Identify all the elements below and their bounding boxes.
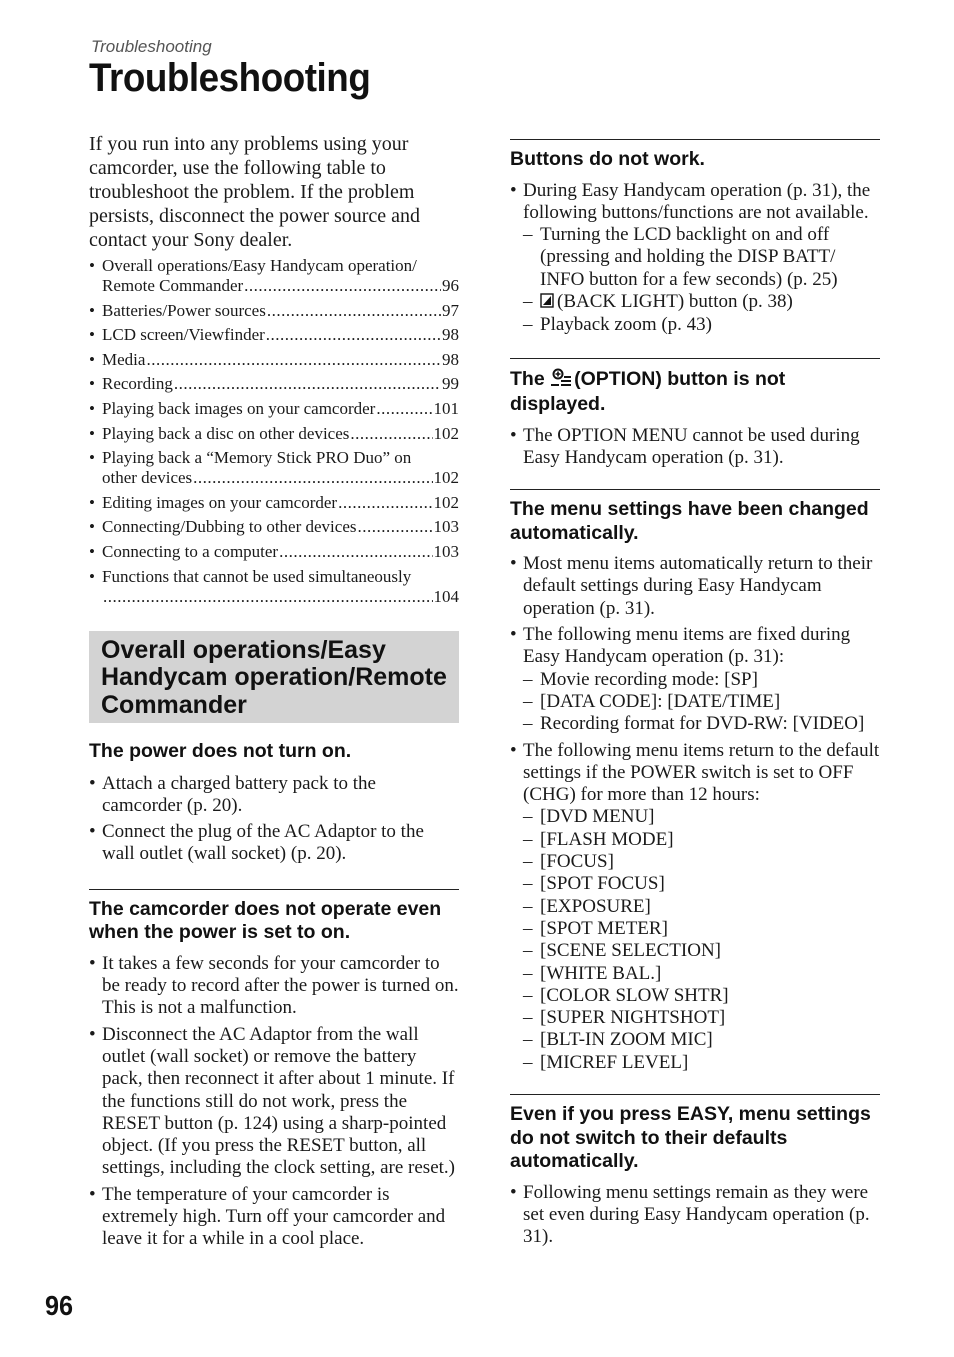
topic-heading: The camcorder does not operate even when the power is set to on. xyxy=(89,897,442,944)
bullet-text: The following menu items are fixed during Easy Handycam operation (p. 31): xyxy=(523,624,851,668)
section-heading-line: Handycam operation/Remote xyxy=(101,663,447,692)
toc-item-text: • Playing back a “Memory Stick PRO Duo” on xyxy=(102,448,412,468)
bullet-item xyxy=(510,624,880,735)
toc-item-text: • Editing images on your camcorder xyxy=(102,492,338,512)
dash-list xyxy=(523,806,880,1074)
dash-item: – [MICREF LEVEL] xyxy=(523,1052,880,1074)
toc-item-text: • Media xyxy=(102,349,146,369)
topic-power-does-not-turn-on xyxy=(89,740,459,866)
toc-item-text: • Recording xyxy=(102,374,173,394)
toc-page: 104 xyxy=(433,586,459,606)
option-icon xyxy=(550,367,572,394)
dash-item: – [FLASH MODE] xyxy=(523,829,880,851)
toc-page: 102 xyxy=(433,492,459,512)
page-title: Troubleshooting xyxy=(89,56,371,100)
toc-page: 99 xyxy=(442,374,459,394)
dash-item: – [DVD MENU] xyxy=(523,806,880,828)
dash-item-text: (BACK LIGHT) button (p. 38) xyxy=(557,290,793,312)
topic-heading-pre: The xyxy=(510,367,545,390)
topic-heading: The menu settings have been changed automatically. xyxy=(510,498,869,544)
bullet-item: • The OPTION MENU cannot be used during Easy Handycam operation (p. 31). xyxy=(510,425,880,470)
toc-item-text: • Connecting to a computer xyxy=(102,541,279,561)
toc-item[interactable] xyxy=(89,325,459,345)
dash-item: – Playback zoom (p. 43) xyxy=(523,314,880,336)
section-heading xyxy=(89,631,459,724)
dash-item: – [EXPOSURE] xyxy=(523,896,880,918)
toc-page: 98 xyxy=(442,325,459,345)
dash-item: – [BLT-IN ZOOM MIC] xyxy=(523,1029,880,1051)
toc-page: 103 xyxy=(433,517,459,537)
toc-item-text: • Batteries/Power sources xyxy=(102,300,266,320)
dash-item xyxy=(523,291,880,314)
topic-buttons-do-not-work xyxy=(510,139,880,337)
toc-item[interactable] xyxy=(89,448,459,488)
bullet-item: • Most menu items automatically return to their default settings during Easy Handycam operation (p. 31). xyxy=(510,553,880,620)
left-column xyxy=(89,132,459,1255)
bullet-list xyxy=(89,773,459,866)
running-head: Troubleshooting xyxy=(91,37,212,56)
bullet-item: • Disconnect the AC Adaptor from the wall outlet (wall socket) or remove the battery pack, then reconnect it after about 1 minute. If the functions still do not work, press the RESET button (p. 124) using a sharp-pointed object. (If you press the RESET button, all settings, including the clock setting, are reset.) xyxy=(89,1024,459,1180)
toc-item[interactable] xyxy=(89,493,459,513)
toc-item[interactable] xyxy=(89,424,459,444)
toc-page: 102 xyxy=(433,423,459,443)
bullet-item: • It takes a few seconds for your camcorder to be ready to record after the power is turned on. This is not a malfunction. xyxy=(89,953,459,1020)
toc-page: 97 xyxy=(442,300,459,320)
bullet-item: • Attach a charged battery pack to the camcorder (p. 20). xyxy=(89,773,459,818)
bullet-list xyxy=(510,425,880,470)
intro-paragraph: If you run into any problems using your camcorder, use the following table to troubleshoot the problem. If the problem persists, disconnect the power source and contact your Sony dealer. xyxy=(89,133,421,251)
dash-item: – Recording format for DVD-RW: [VIDEO] xyxy=(523,713,880,735)
toc-item-text: • Playing back a disc on other devices xyxy=(102,423,350,443)
bullet-item xyxy=(510,180,880,337)
bullet-item: • Connect the plug of the AC Adaptor to the wall outlet (wall socket) (p. 20). xyxy=(89,821,459,866)
dash-item: – Movie recording mode: [SP] xyxy=(523,669,880,691)
dash-list xyxy=(523,224,880,336)
dash-item: – [SPOT METER] xyxy=(523,918,880,940)
toc-item-cont: Remote Commander xyxy=(102,276,244,295)
toc-page: 102 xyxy=(433,468,459,488)
toc-item[interactable] xyxy=(89,517,459,537)
bullet-list xyxy=(510,180,880,337)
toc-item-cont: other devices xyxy=(102,468,193,488)
topic-easy-settings-not-default xyxy=(510,1094,880,1248)
topic-heading-post: (OPTION) button is not displayed. xyxy=(510,367,786,416)
topic-option-button-not-displayed xyxy=(510,358,880,470)
toc-item-text: • Connecting/Dubbing to other devices xyxy=(102,517,357,537)
bullet-item: • Following menu settings remain as they were set even during Easy Handycam operation (p. 31). xyxy=(510,1182,880,1249)
toc-item[interactable] xyxy=(89,301,459,321)
bullet-item xyxy=(510,740,880,1074)
dash-item: – [FOCUS] xyxy=(523,851,880,873)
toc-item-text: • LCD screen/Viewfinder xyxy=(102,325,265,345)
toc-item[interactable] xyxy=(89,256,459,296)
toc-item[interactable] xyxy=(89,399,459,419)
dash-item: – [DATA CODE]: [DATE/TIME] xyxy=(523,691,880,713)
toc-item[interactable] xyxy=(89,374,459,394)
toc-item[interactable] xyxy=(89,350,459,370)
topic-menu-settings-changed xyxy=(510,489,880,1074)
dash-item: – Turning the LCD backlight on and off (pressing and holding the DISP BATT/ INFO button for a few seconds) (p. 25) xyxy=(523,224,880,291)
toc-item[interactable] xyxy=(89,542,459,562)
toc-list xyxy=(89,256,459,607)
dash-item: – [SPOT FOCUS] xyxy=(523,873,880,895)
dash-item: – [COLOR SLOW SHTR] xyxy=(523,985,880,1007)
bullet-list xyxy=(510,553,880,1074)
toc-item[interactable] xyxy=(89,567,459,607)
topic-camcorder-does-not-operate xyxy=(89,889,459,1251)
backlight-icon xyxy=(540,292,554,314)
toc-page: 96 xyxy=(442,276,459,295)
page-number: 96 xyxy=(45,1290,74,1321)
section-heading-line: Overall operations/Easy xyxy=(101,635,386,664)
dash-item: – [WHITE BAL.] xyxy=(523,963,880,985)
bullet-list xyxy=(510,1182,880,1249)
dash-list xyxy=(523,669,880,736)
toc-item-text: • Overall operations/Easy Handycam operation/ xyxy=(102,256,417,275)
bullet-text: The following menu items return to the default settings if the POWER switch is set to OFF (CHG) for more than 12 hours: xyxy=(523,739,880,806)
dash-item: – [SUPER NIGHTSHOT] xyxy=(523,1007,880,1029)
bullet-text: During Easy Handycam operation (p. 31), the following buttons/functions are not available. xyxy=(523,179,871,223)
right-column xyxy=(510,139,880,1252)
toc-item-text: • Playing back images on your camcorder xyxy=(102,398,376,418)
dash-item: – [SCENE SELECTION] xyxy=(523,940,880,962)
toc-page: 98 xyxy=(442,349,459,369)
bullet-item: • The temperature of your camcorder is extremely high. Turn off your camcorder and leave it for a while in a cool place. xyxy=(89,1184,459,1251)
toc-page: 101 xyxy=(433,398,459,418)
toc-page: 103 xyxy=(433,541,459,561)
toc-item-text: • Functions that cannot be used simultaneously xyxy=(102,566,412,586)
bullet-list xyxy=(89,953,459,1251)
topic-heading xyxy=(510,367,880,417)
topic-heading: Even if you press EASY, menu settings do not switch to their defaults automatically. xyxy=(510,1103,871,1172)
topic-heading: Buttons do not work. xyxy=(510,148,705,170)
section-heading-line: Commander xyxy=(101,690,247,719)
topic-heading: The power does not turn on. xyxy=(89,740,352,763)
